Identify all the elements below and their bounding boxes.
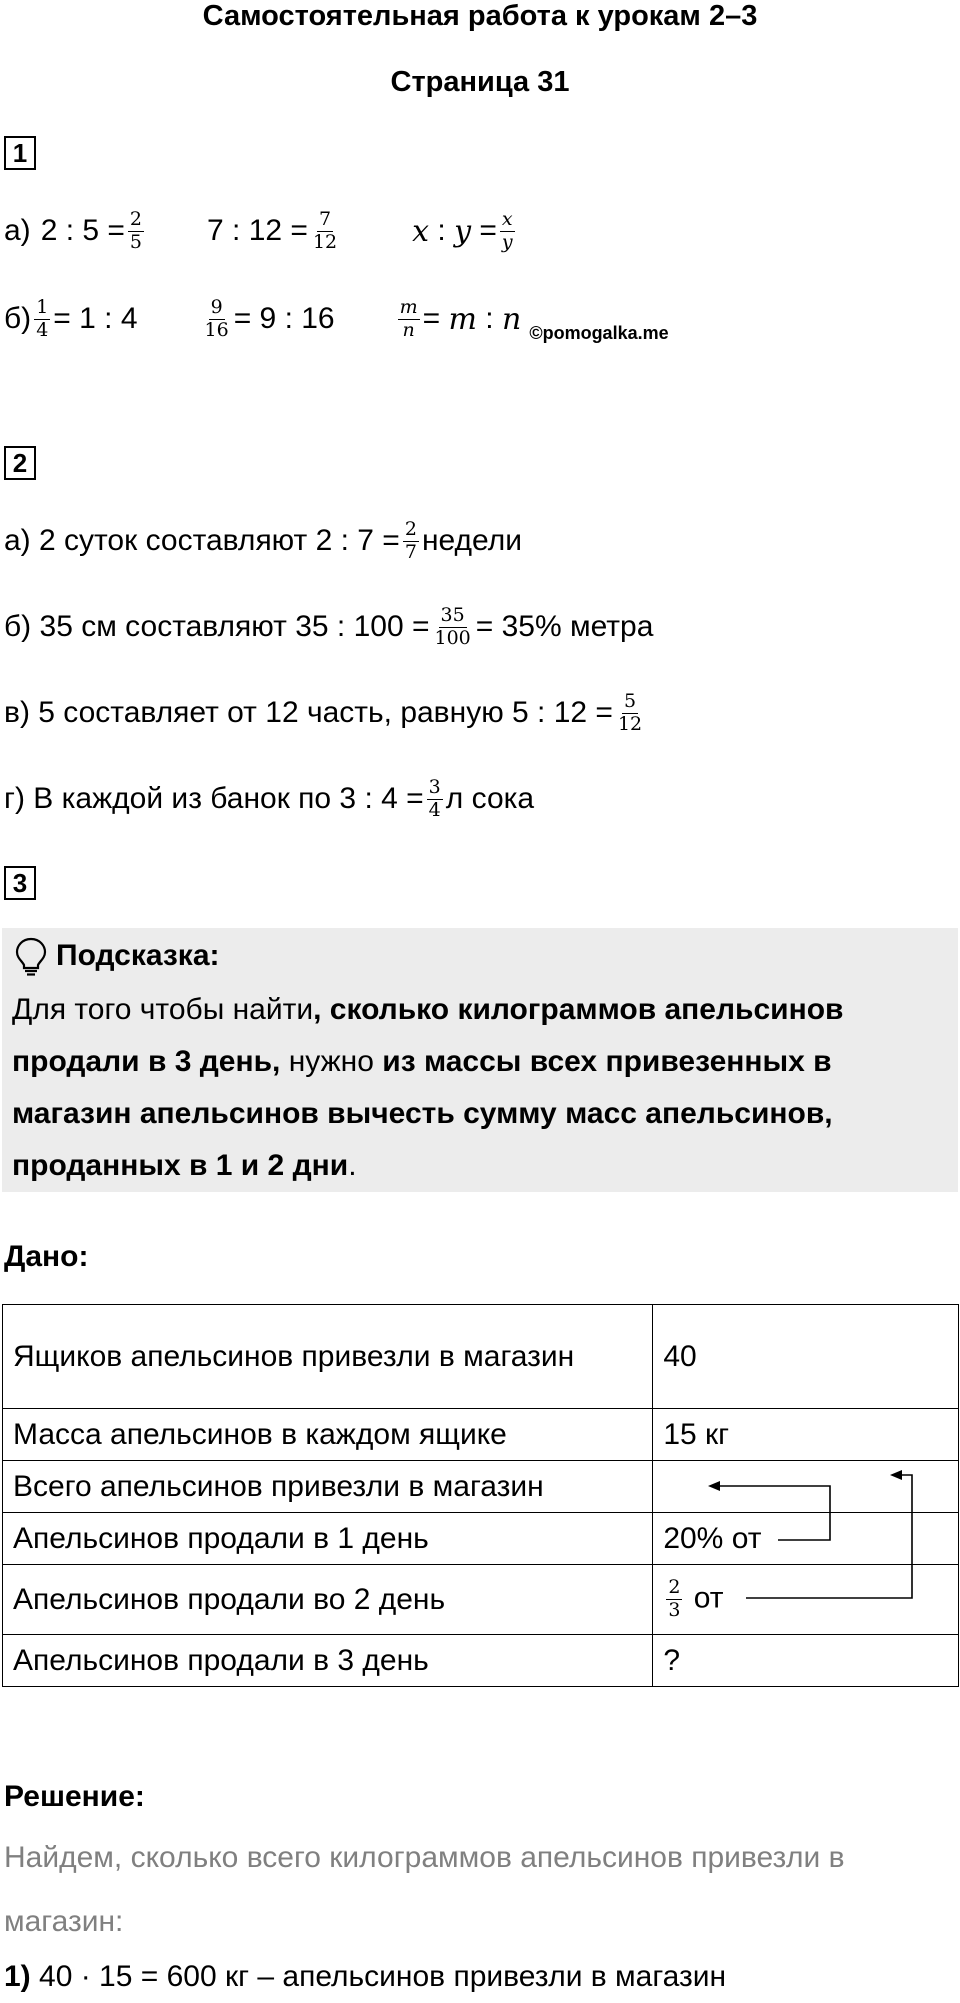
table-row: Апельсинов продали во 2 день $\frac{2}{3}$ от <box>3 1565 959 1635</box>
var-x: x <box>412 213 430 249</box>
fraction-x-y: $\frac{x}{y}$ <box>501 207 513 253</box>
table-row: Ящиков апельсинов привезли в магазин 40 <box>3 1305 959 1409</box>
task-2-row-b: б) 35 см составляют 35 : 100 = $\frac{35}{100}$ = 35% метра <box>4 603 654 649</box>
task-2-row-a: а) 2 суток составляют 2 : 7 = $\frac{2}{7}$ недели <box>4 517 522 563</box>
watermark: ©pomogalka.me <box>529 322 669 343</box>
table-row: Апельсинов продали в 3 день ? <box>3 1635 959 1687</box>
given-label: Дано: <box>4 1240 89 1273</box>
table-row: Масса апельсинов в каждом ящике 15 кг <box>3 1409 959 1461</box>
task-1-number: 1 <box>4 136 36 170</box>
solution-intro: Найдем, сколько всего килограммов апельсинов привезли в магазин: <box>4 1841 845 1938</box>
ratio-2-5: 2 : 5 = <box>40 214 125 247</box>
row-a-label: а) <box>4 214 31 247</box>
task-2-row-c: в) 5 составляет от 12 часть, равную 5 : 12 = $\frac{5}{12}$ <box>4 689 643 735</box>
arrow-head-day2 <box>890 1470 902 1480</box>
table-row: Апельсинов продали в 1 день 20% от <box>3 1513 959 1565</box>
fraction-35-100: $\frac{35}{100}$ <box>434 603 471 649</box>
row-b-label: б) <box>4 302 32 335</box>
task-3-number: 3 <box>4 866 36 900</box>
task-2-row-d: г) В каждой из банок по 3 : 4 = $\frac{3}{4}$ л сока <box>4 775 535 821</box>
page-number: Страница 31 <box>390 66 570 98</box>
ratio-7-12: 7 : 12 = <box>207 214 308 247</box>
fraction-2-7: $\frac{2}{7}$ <box>404 517 417 563</box>
fraction-7-12: $\frac{7}{12}$ <box>312 207 338 253</box>
fraction-5-12: $\frac{5}{12}$ <box>617 689 643 735</box>
task-1-row-b: б) $\frac{1}{4}$ = 1 : 4 $\frac{9}{16}$ = 9 : 16 $\frac{m}{n}$ = m : n ©pomogalka.me <box>4 295 669 343</box>
solution-label: Решение: <box>4 1780 145 1813</box>
fraction-9-16: $\frac{9}{16}$ <box>204 295 229 341</box>
task-2-number: 2 <box>4 446 36 480</box>
solution-step-1: 1) 40 · 15 = 600 кг – апельсинов привезли в магазин <box>4 1960 727 1993</box>
arrow-from-day2 <box>746 1475 912 1598</box>
fraction-2-5: $\frac{2}{5}$ <box>129 207 143 253</box>
fraction-1-4: $\frac{1}{4}$ <box>36 295 49 341</box>
table-row: Всего апельсинов привезли в магазин <box>3 1461 959 1513</box>
task-1-row-a: а) 2 : 5 = $\frac{2}{5}$ 7 : 12 = $\frac{7}{12}$ x : y = $\frac{x}{y}$ <box>4 207 513 253</box>
arrow-head-day1 <box>708 1481 720 1491</box>
fraction-2-3: $\frac{2}{3}$ <box>668 1576 681 1621</box>
fraction-m-n: $\frac{m}{n}$ <box>399 295 418 341</box>
hint-text: Для того чтобы найти, сколько килограммов апельсинов продали в 3 день, нужно из массы всех привезенных в магазин апельсинов вычесть сумму масс апельсинов, проданных в 1 и 2 дни. <box>12 993 844 1182</box>
hint-title: Подсказка: <box>56 939 220 972</box>
worksheet-title: Самостоятельная работа к урокам 2–3 <box>202 0 758 32</box>
arrow-from-day1 <box>714 1486 830 1540</box>
fraction-3-4: $\frac{3}{4}$ <box>428 775 441 821</box>
var-y: y <box>454 213 472 249</box>
